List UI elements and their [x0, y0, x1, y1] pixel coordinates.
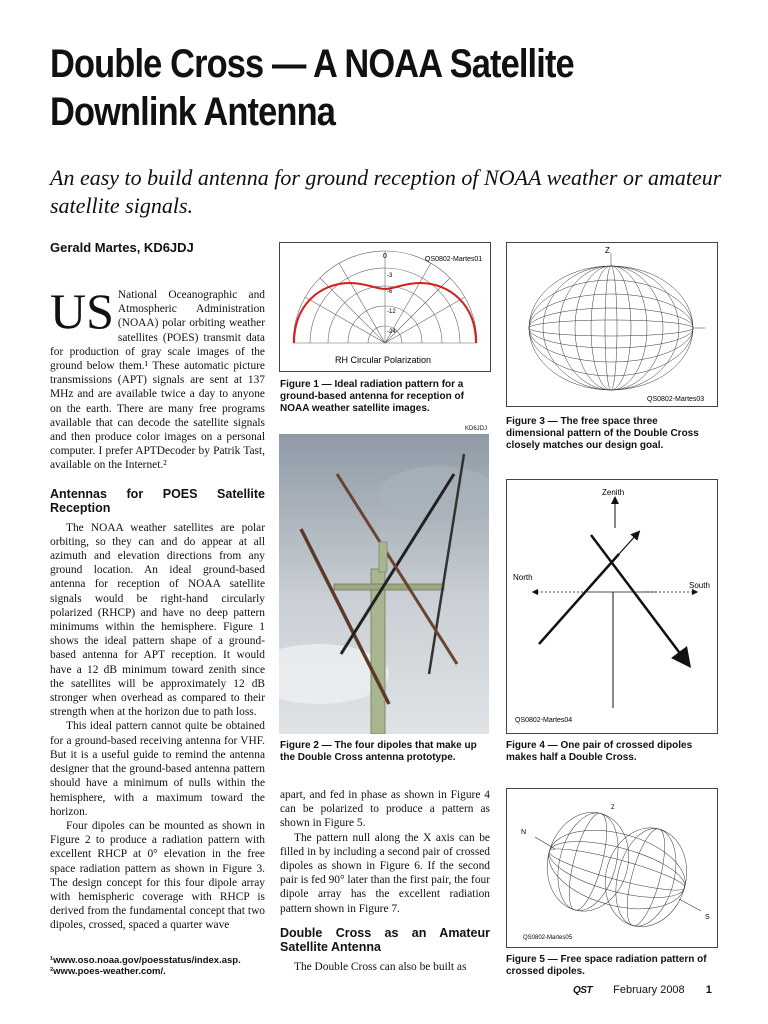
figure-4-dipole-diagram	[507, 480, 717, 733]
figure-4-box	[506, 479, 718, 734]
figure-1-tick-24: -24	[387, 329, 396, 335]
figure-4-zenith: Zenith	[602, 488, 625, 497]
figure-3-3d-pattern	[507, 243, 717, 406]
article-subtitle: An easy to build antenna for ground reception of NOAA weather or amateur satellite signals.	[50, 165, 722, 218]
figure-1-polar-plot	[280, 243, 490, 371]
footnotes	[50, 955, 265, 977]
paragraph-7: The Double Cross can also be built as	[294, 960, 467, 973]
figure-3-box	[506, 242, 718, 407]
drop-cap: US	[50, 283, 114, 339]
heading-double-cross: Double Cross as an Amateur Satellite Antenna	[280, 925, 490, 954]
figure-3-axis-z: Z	[605, 246, 610, 255]
figure-2-photo	[279, 434, 489, 734]
qst-logo: QST	[573, 985, 593, 996]
footer-date: February 2008	[613, 984, 685, 996]
figure-5-s: S	[705, 914, 710, 921]
figure-4-caption: Figure 4 — One pair of crossed dipoles makes half a Double Cross.	[506, 740, 693, 763]
title-line-1: Double Cross — A NOAA Satellite	[50, 42, 574, 86]
figure-1-label: RH Circular Polarization	[335, 355, 432, 365]
figure-1-tick-6: -6	[387, 289, 393, 295]
figure-4-south: South	[689, 581, 710, 590]
footnote-2: ²www.poes-weather.com/.	[50, 966, 166, 977]
figure-5-caption: Figure 5 — Free space radiation pattern of crossed dipoles.	[506, 954, 707, 977]
figure-5-id: QS0802-Martes05	[523, 935, 573, 941]
footnote-1: ¹www.oso.noaa.gov/poesstatus/index.asp.	[50, 955, 241, 966]
figure-1-box	[279, 242, 491, 372]
figure-5-n: N	[521, 829, 527, 836]
figure-5-box	[506, 788, 718, 948]
body-column-1	[50, 283, 265, 933]
figure-4-north: North	[513, 573, 533, 582]
figure-2-caption: Figure 2 — The four dipoles that make up the Double Cross antenna prototype.	[280, 740, 477, 763]
paragraph-intro: US National Oceanographic and Atmospheric Administration (NOAA) polar orbiting weather satellites (POES) transmit data for production of gray scale images of the ground below them.¹ These automatic picture transmissions (APT) signals are sent at 137 MHz and are available twice a day to anyone on the earth. There are many free programs available that can decode the satellite signals and then produce color images on a personal computer. I prefer APTDecoder by Patrik Tast, available on the Internet.²	[50, 283, 265, 472]
figure-2-credit: KD6JDJ	[465, 426, 488, 432]
figure-5-z: Z	[611, 805, 615, 811]
heading-antennas: Antennas for POES Satellite Reception	[50, 486, 265, 515]
page-footer	[573, 984, 712, 996]
figure-1-tick-0: 0	[383, 253, 387, 260]
figure-1-tick-12: -12	[387, 309, 396, 315]
article-title	[50, 40, 635, 136]
paragraph-3: This ideal pattern cannot quite be obtained for a ground-based receiving antenna for VHF. But it is a useful guide to remind the antenna designer that the ground-based antenna pattern should have a minimum of nulls within the hemisphere, with a maximum toward the horizon.	[50, 720, 265, 818]
figure-3-caption: Figure 3 — The free space three dimensional pattern of the Double Cross closely matches our design goal.	[506, 416, 699, 451]
figure-4-id: QS0802-Martes04	[515, 717, 573, 724]
paragraph-5: apart, and fed in phase as shown in Figure 4 can be polarized to produce a pattern as shown in Figure 5.	[280, 789, 490, 830]
figure-1-id: QS0802-Martes01	[425, 256, 483, 263]
title-line-2: Downlink Antenna	[50, 90, 336, 134]
author-byline: Gerald Martes, KD6JDJ	[50, 240, 194, 255]
figure-3-id: QS0802-Martes03	[647, 396, 705, 403]
body-column-2	[280, 788, 490, 974]
paragraph-6: The pattern null along the X axis can be filled in by including a second pair of crossed dipoles as shown in Figure 6. If the second pair is fed 90° later than the first pair, the four dipole array has the excellent radiation pattern shown in Figure 7.	[280, 831, 490, 915]
figure-1-tick-3: -3	[387, 273, 393, 279]
page-number: 1	[705, 984, 712, 996]
figure-1-caption: Figure 1 — Ideal radiation pattern for a ground-based antenna for reception of NOAA weather satellite images.	[280, 379, 464, 414]
paragraph-2: The NOAA weather satellites are polar orbiting, so they can and do appear at all azimuth and elevation directions from any ground location. An ideal ground-based antenna for reception of NOAA satellite signals would be right-hand circularly polarized (RHCP) and have no deep pattern minimums within the hemisphere. Figure 1 shows the ideal pattern shape of a ground-based antenna for APT reception. It would have a 12 dB minimum toward zenith since the satellites will be approximately 12 dB stronger when overhead as compared to their strength when at the horizon due to path loss.	[50, 521, 265, 719]
paragraph-4: Four dipoles can be mounted as shown in Figure 2 to produce a radiation pattern with excellent RHCP at 0° elevation in the free space radiation pattern as shown in Figure 3. The design concept for this four dipole array with hemispheric coverage with RHCP is derived from the fundamental concept that two dipoles, crossed, spaced a quarter wave	[50, 819, 265, 932]
antenna-photo-illustration	[279, 434, 489, 734]
figure-5-pattern	[507, 789, 717, 947]
